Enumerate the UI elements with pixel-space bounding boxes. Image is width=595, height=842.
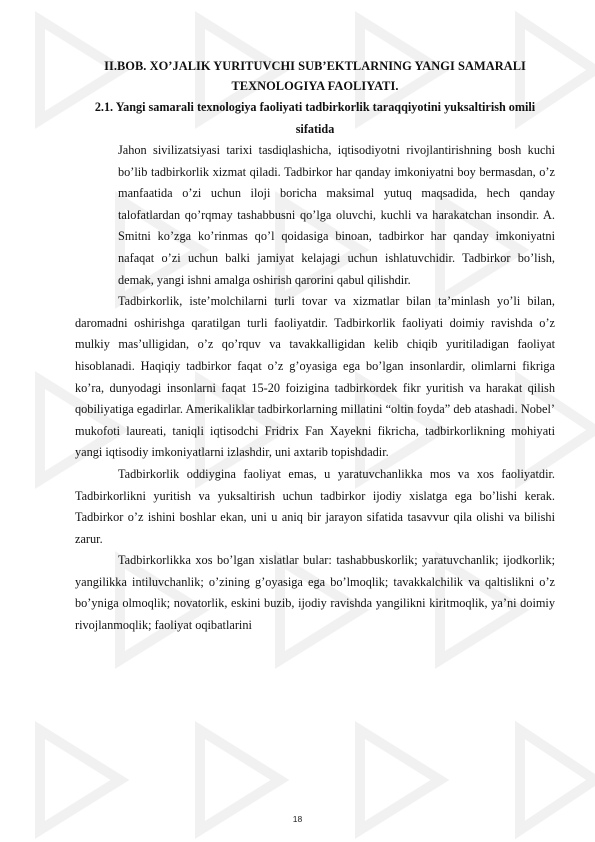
paragraph-4 xyxy=(75,550,555,636)
paragraph-2-text: Tadbirkorlik, iste’molchilarni turli tovar va xizmatlar bilan ta’minlash yo’li bilan, daromadni oshirishga qaratilgan turli faoliyatdir. Tadbirkorlik faoliyati doimiy ravishda o’z mulkiy mas’ulligidan, o’z qo’rquv va tavakkalligidan kelib chiqib yuritiladigan faoliyat hisoblanadi. Haqiqiy tadbirkor faqat o’z g’oyasiga ega bo’lgan insonlardir, olimlarni fikriga ko’ra, dunyodagi insonlarni faqat 15-20 foizigina tadbirkordek fikr yuritish va harakat qilish qobiliyatiga egadirlar. Amerikaliklar tadbirkorlarning millatini “oltin foyda” deb atashadi. Nobel’ mukofoti laureati, taniqli iqtisodchi Fridrix Fan Xayekni fikricha, tadbirkorlikning mohiyati yangi iqtisodiy imkoniyatlarni izlashdir, uni axtarib topishdadir. xyxy=(75,294,555,460)
paragraph-4-text: Tadbirkorlikka xos bo’lgan xislatlar bular: tashabbuskorlik; yaratuvchanlik; ijodkorlik; yangilikka intiluvchanlik; o’zining g’oyasiga ega bo’lmoqlik; tavakkalchilik va qaltislikni o’z bo’yniga olmoqlik; novatorlik, eskini buzib, ijodiy ravishda yangilikni kiritmoqlik, ya’ni doimiy rivojlanmoqlik; faoliyat oqibatlarini xyxy=(75,553,555,633)
chapter-title: II.BOB. XO’JALIK YURITUVCHI SUB’EKTLARNING YANGI SAMARALI TEXNOLOGIYA FAOLIYATI. xyxy=(104,59,526,93)
paragraph-3 xyxy=(75,464,555,550)
paragraph-3-text: Tadbirkorlik oddiygina faoliyat emas, u yaratuvchanlikka mos va xos faoliyatdir. Tadbirkorlikni yuritish va yuksaltirish uchun tadbirkor ijodiy xislatga ega bo’lishi kerak. Tadbirkor o’z ishini boshlar ekan, uni u aniq bir jarayon sifatida tasavvur qila olishi va bilishi zarur. xyxy=(75,466,555,546)
section-title: 2.1. Yangi samarali texnologiya faoliyati tadbirkorlik taraqqiyotini yuksaltirish omili sifatida xyxy=(94,100,536,136)
paragraph-1-text: Jahon sivilizatsiyasi tarixi tasdiqlashicha, iqtisodiyotni rivojlantirishning bosh kuchi bo’lib tadbirkorlik xizmat qiladi. Tadbirkor har qanday imkoniyatni boy bermasdan, o’z manfaatida o’zi uchun iloji boricha maksimal yutuq maqsadida, hech qanday talofatlardan qo’rqmay tashabbusni qo’lga oluvchi, kuchli va harakatchan insondir. A. Smitni ko’zga ko’rinmas qo’l qoidasiga binoan, tadbirkor har qanday imkoniyatni nafaqat o’zi uchun balki jamiyat kelajagi uchun ishlatuvchidir. Tadbirkor bo’lish, demak, yangi ishni amalga oshirish qarorini qabul qilishdir. xyxy=(118,143,555,287)
paragraph-2 xyxy=(75,291,555,464)
paragraph-1 xyxy=(118,140,555,291)
document-body xyxy=(75,56,555,637)
page-number: 18 xyxy=(292,814,303,824)
